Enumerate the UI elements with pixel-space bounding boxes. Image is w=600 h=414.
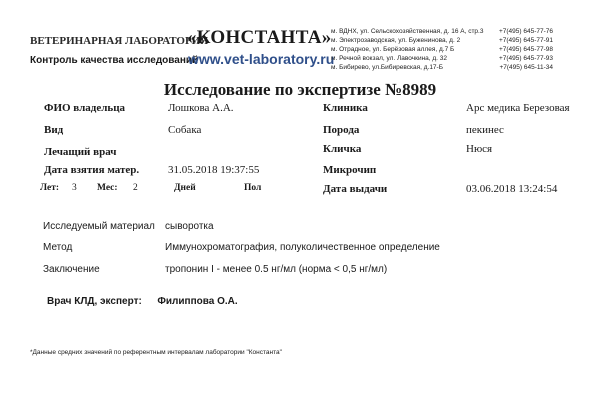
address-text: м. ВДНХ, ул. Сельскохозяйственная, д. 16 А, стр.3 xyxy=(331,28,484,35)
phone-number: +7(495) 645-11-34 xyxy=(499,64,553,71)
months-label: Мес: xyxy=(97,183,118,193)
material-value: сыворотка xyxy=(165,221,214,232)
species-value: Собака xyxy=(168,124,202,136)
address-row xyxy=(331,36,553,45)
clinic-label: Клиника xyxy=(323,102,368,114)
years-value: 3 xyxy=(72,183,77,193)
phone-number: +7(495) 645-77-76 xyxy=(498,28,553,35)
sex-label: Пол xyxy=(244,183,262,193)
doctor-signature-line xyxy=(47,296,238,307)
clinic-value: Арс медика Березовая xyxy=(466,102,570,114)
method-value: Иммунохроматография, полуколичественное определение xyxy=(165,242,440,253)
owner-label: ФИО владельца xyxy=(44,102,126,114)
months-value: 2 xyxy=(133,183,138,193)
phone-number: +7(495) 645-77-98 xyxy=(498,46,553,53)
species-label: Вид xyxy=(44,124,64,136)
nickname-value: Нюся xyxy=(466,143,493,155)
material-label: Исследуемый материал xyxy=(43,221,155,232)
address-list xyxy=(331,27,553,72)
lab-name: ВЕТЕРИНАРНАЯ ЛАБОРАТОРИЯ xyxy=(30,35,209,47)
address-text: м. Речной вокзал, ул. Лавочкина, д. 32 xyxy=(331,55,448,62)
website-link[interactable]: www.vet-laboratory.ru xyxy=(188,51,335,67)
doctor-name: Филиппова О.А. xyxy=(157,296,238,307)
owner-value: Лошкова А.А. xyxy=(168,102,234,114)
phone-number: +7(495) 645-77-91 xyxy=(498,37,553,44)
sample-date-label: Дата взятия матер. xyxy=(44,164,140,176)
chip-label: Микрочип xyxy=(323,164,377,176)
address-row xyxy=(331,45,553,54)
address-text: м. Бибирево, ул.Бибиревская, д.17-Б xyxy=(331,64,443,71)
conclusion-label: Заключение xyxy=(43,264,100,275)
phone-number: +7(495) 645-77-93 xyxy=(498,55,553,62)
method-label: Метод xyxy=(43,242,73,253)
conclusion-value: тропонин I - менее 0.5 нг/мл (норма < 0,5 нг/мл) xyxy=(165,264,388,275)
issue-date-value: 03.06.2018 13:24:54 xyxy=(466,183,558,195)
address-text: м. Отрадное, ул. Берёзовая аллея, д.7 Б xyxy=(331,46,455,53)
doctor-label: Врач КЛД, эксперт: xyxy=(47,296,142,307)
brand-name: «КОНСТАНТА» xyxy=(187,27,332,48)
quality-control-tagline: Контроль качества исследований xyxy=(30,55,199,66)
footnote: *Данные средних значений по референтным интервалам лаборатории "Константа" xyxy=(30,349,282,356)
address-row xyxy=(331,63,553,72)
address-row xyxy=(331,27,553,36)
document-title: Исследование по экспертизе №8989 xyxy=(163,80,437,99)
issue-date-label: Дата выдачи xyxy=(323,183,388,195)
address-text: м. Электрозаводская, ул. Буженинова, д. 2 xyxy=(331,37,461,44)
breed-value: пекинес xyxy=(466,124,504,136)
years-label: Лет: xyxy=(40,183,60,193)
address-row xyxy=(331,54,553,63)
sample-date-value: 31.05.2018 19:37:55 xyxy=(168,164,260,176)
vet-label: Лечащий врач xyxy=(44,146,117,158)
nickname-label: Кличка xyxy=(323,143,362,155)
days-label: Дней xyxy=(174,183,196,193)
breed-label: Порода xyxy=(323,124,360,136)
